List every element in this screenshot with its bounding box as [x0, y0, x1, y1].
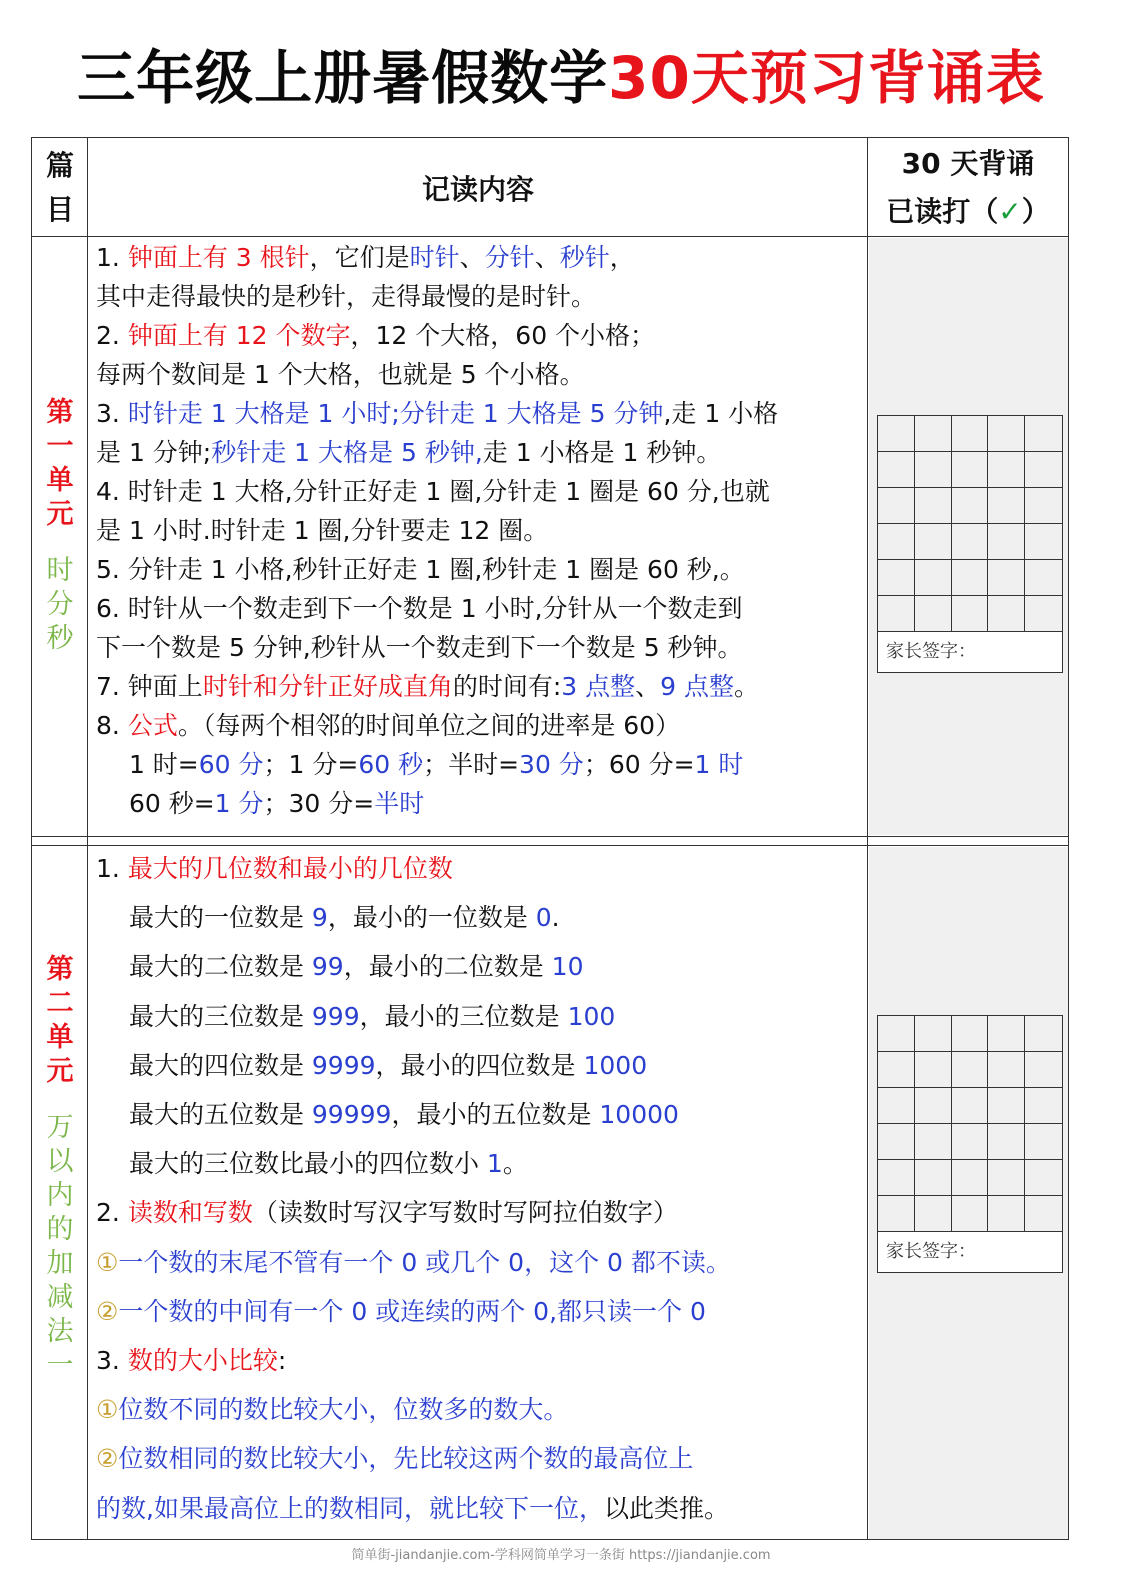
topic-label-char: 秒 [46, 623, 74, 654]
section-divider-a [32, 836, 1068, 837]
body-text: 2. [96, 1198, 128, 1228]
highlight-blue-text: 一个数的中间有一个 0 或连续的两个 0,都只读一个 0 [118, 1296, 706, 1326]
content-line [96, 433, 866, 472]
content-line [96, 1090, 866, 1139]
topic-label-char: 减 [46, 1282, 74, 1313]
body-text: 每两个数间是 1 个大格，也就是 5 个小格。 [96, 360, 585, 389]
highlight-blue-text: 999 [311, 1001, 360, 1031]
footer-watermark: 简单街-jiandanjie.com-学科网简单学习一条街 https://jiandanjie.com [351, 1548, 771, 1563]
body-text: 是 1 分钟; [96, 438, 212, 467]
highlight-blue-text: 1000 [583, 1050, 648, 1080]
content-line [96, 844, 866, 893]
body-text: 其中走得最快的是秒针，走得最慢的是时针。 [96, 282, 597, 311]
check-grid-cells[interactable] [878, 1016, 1062, 1232]
unit-label-char: 单 [46, 465, 74, 496]
topic-label-char: 时 [46, 555, 74, 586]
topic-label-char: 分 [46, 589, 74, 620]
unit-label-char: 元 [46, 499, 74, 530]
body-text: ，最小的一位数是 [327, 903, 536, 933]
highlight-blue-text: 一个数的末尾不管有一个 0 或几个 0，这个 0 都不读。 [118, 1247, 731, 1277]
highlight-blue-text: 位数相同的数比较大小，先比较这两个数的最高位上 [118, 1444, 694, 1474]
body-text: 下一个数是 5 分钟,秒针从一个数走到下一个数是 5 秒钟。 [96, 633, 743, 662]
highlight-blue-text: 分针 [484, 243, 535, 272]
content-line [96, 277, 866, 316]
unit-label-char: 单 [46, 1022, 74, 1053]
content-line [96, 667, 866, 706]
body-text: 的时间有: [452, 672, 562, 701]
body-text: ；30 分= [263, 789, 375, 818]
body-text: ；60 分= [583, 750, 695, 779]
highlight-blue-text: 30 分 [519, 750, 584, 779]
unit-label-char: 一 [46, 431, 74, 462]
content-line [96, 1385, 866, 1434]
content-line [96, 628, 866, 667]
highlight-blue-text: 10 [551, 952, 584, 982]
content-line [96, 893, 866, 942]
body-text: 走 1 小格是 1 秒钟。 [482, 438, 722, 467]
body-text: ，12 个大格，60 个小格； [350, 321, 656, 350]
body-text: 60 秒= [96, 789, 215, 818]
highlight-blue-text: 60 分 [198, 750, 264, 779]
parent-signature-field[interactable]: 家长签字： [878, 632, 1062, 672]
section-2-unit-label [32, 953, 88, 1383]
topic-label-char: 一 [46, 1350, 74, 1381]
body-text: ；半时= [423, 750, 520, 779]
body-text: 2. [96, 321, 128, 350]
body-text: 。 [502, 1149, 528, 1179]
body-text: 最大的三位数比最小的四位数小 [96, 1149, 487, 1179]
body-text: ，最小的二位数是 [343, 952, 552, 982]
body-text: ,走 1 小格 [663, 399, 779, 428]
section-1-check-cell [869, 238, 1068, 835]
content-line [96, 394, 866, 433]
title-red-part: 30天预习背诵表 [608, 44, 1045, 112]
body-text: 1 时= [96, 750, 199, 779]
body-text: 、 [635, 672, 661, 701]
content-line [96, 355, 866, 394]
section-2-content [96, 844, 866, 1533]
content-line [96, 1434, 866, 1483]
body-text: ， [609, 243, 635, 272]
parent-signature-field[interactable]: 家长签字： [878, 1232, 1062, 1272]
body-text: 8. [96, 711, 128, 740]
body-text: 最大的五位数是 [96, 1100, 312, 1130]
body-text: . [551, 903, 560, 933]
highlight-blue-text: 1 分 [214, 789, 264, 818]
unit-label-char: 二 [46, 988, 74, 1019]
body-text: 最大的一位数是 [96, 903, 312, 933]
unit-label-char: 第 [46, 397, 74, 428]
highlight-blue-text: 0 [535, 903, 552, 933]
body-text: 5. 分针走 1 小格,秒针正好走 1 圈,秒针走 1 圈是 60 秒,。 [96, 555, 745, 584]
topic-label-char: 加 [46, 1248, 74, 1279]
body-text: ，最小的五位数是 [391, 1100, 600, 1130]
header-check-prefix: 已读打（ [886, 194, 999, 228]
body-text: 1. [96, 854, 128, 883]
highlight-blue-text: 时针 [409, 243, 460, 272]
body-text: ，最小的四位数是 [375, 1050, 584, 1080]
content-line [96, 316, 866, 355]
body-text: 3. [96, 1346, 128, 1376]
study-table [31, 137, 1069, 1540]
highlight-blue-text: 9999 [311, 1050, 376, 1080]
body-text: 、 [459, 243, 485, 272]
highlight-red-text: 数的大小比较 [127, 1346, 278, 1376]
highlight-blue-text: 1 [486, 1149, 503, 1179]
header-section-col [32, 138, 88, 237]
body-text: 3. [96, 399, 128, 428]
section-2-check-cell [869, 847, 1068, 1539]
highlight-blue-text: 10000 [599, 1100, 679, 1130]
highlight-blue-text: 99 [311, 952, 344, 982]
content-line [96, 511, 866, 550]
body-text: 最大的四位数是 [96, 1050, 312, 1080]
highlight-blue-text: 3 点整 [561, 672, 636, 701]
body-text: 。（每两个相邻的时间单位之间的进率是 60） [177, 711, 681, 740]
highlight-blue-text: 1 时 [694, 750, 744, 779]
header-check-suffix: ） [1021, 194, 1050, 228]
circled-number: ① [96, 1247, 119, 1277]
body-text: 7. 钟面上 [96, 672, 203, 701]
highlight-blue-text: 的数,如果最高位上的数相同，就比较下一位， [96, 1493, 604, 1523]
header-check-col [868, 138, 1068, 237]
highlight-red-text: 钟面上有 3 根针 [127, 243, 310, 272]
circled-number: ② [96, 1296, 119, 1326]
section-2-check-grid[interactable] [877, 1015, 1063, 1273]
content-line [96, 550, 866, 589]
content-line [96, 472, 866, 511]
highlight-blue-text: 秒针 [559, 243, 610, 272]
body-text: 4. 时针走 1 大格,分针正好走 1 圈,分针走 1 圈是 60 分,也就 [96, 477, 770, 506]
content-line [96, 1139, 866, 1188]
content-line [96, 1188, 866, 1237]
checkmark-icon: ✓ [998, 194, 1022, 228]
body-text: ，它们是 [309, 243, 410, 272]
header-content-label: 记读内容 [421, 172, 534, 206]
content-line [96, 1238, 866, 1287]
body-text: （读数时写汉字写数时写阿拉伯数字） [252, 1198, 678, 1228]
body-text: 最大的二位数是 [96, 952, 312, 982]
header-check-line1: 30 天背诵 [901, 146, 1035, 180]
content-line [96, 238, 866, 277]
content-line [96, 992, 866, 1041]
body-text: 最大的三位数是 [96, 1001, 312, 1031]
topic-label-char: 万 [46, 1112, 74, 1143]
content-line [96, 942, 866, 991]
title-black-part: 三年级上册暑假数学 [77, 44, 609, 112]
highlight-blue-text: 100 [567, 1001, 616, 1031]
body-text: ；1 分= [263, 750, 359, 779]
topic-label-char: 以 [46, 1146, 74, 1177]
highlight-red-text: 读数和写数 [127, 1198, 253, 1228]
highlight-blue-text: 秒针走 1 大格是 5 秒钟, [211, 438, 483, 467]
header-check-line2 [886, 188, 1050, 236]
unit-label-char: 元 [46, 1056, 74, 1087]
topic-label-char: 法 [46, 1316, 74, 1347]
highlight-blue-text: 9 [311, 903, 328, 933]
circled-number: ① [96, 1395, 119, 1425]
highlight-red-text: 公式 [127, 711, 178, 740]
content-line [96, 589, 866, 628]
page-title [0, 38, 1122, 118]
header-char: 篇 [45, 148, 74, 182]
topic-label-char: 的 [46, 1214, 74, 1245]
topic-label-char: 内 [46, 1180, 74, 1211]
section-1-content [96, 238, 866, 823]
body-text: ，最小的三位数是 [359, 1001, 568, 1031]
section-1-check-grid[interactable] [877, 415, 1063, 673]
highlight-blue-text: 99999 [311, 1100, 392, 1130]
header-content-col [88, 138, 868, 237]
content-line [96, 706, 866, 745]
content-line [96, 1287, 866, 1336]
content-line [96, 1336, 866, 1385]
body-text: : [277, 1346, 287, 1376]
unit-label-char: 第 [46, 954, 74, 985]
highlight-red-text: 钟面上有 12 个数字 [127, 321, 351, 350]
highlight-blue-text: 9 点整 [660, 672, 734, 701]
body-text: 以此类推。 [603, 1493, 729, 1523]
highlight-blue-text: 半时 [374, 789, 425, 818]
body-text: 。 [734, 672, 760, 701]
content-line [96, 1484, 866, 1533]
check-grid-cells[interactable] [878, 416, 1062, 632]
highlight-blue-text: 60 秒 [358, 750, 424, 779]
body-text: 6. 时针从一个数走到下一个数是 1 小时,分针从一个数走到 [96, 594, 743, 623]
content-line [96, 745, 866, 784]
body-text: 是 1 小时.时针走 1 圈,分针要走 12 圈。 [96, 516, 549, 545]
body-text: 1. [96, 243, 128, 272]
col-divider-2 [867, 138, 868, 1539]
highlight-red-text: 最大的几位数和最小的几位数 [127, 854, 453, 883]
header-char: 目 [45, 192, 74, 226]
highlight-blue-text: 时针走 1 大格是 1 小时;分针走 1 大格是 5 分钟 [127, 399, 664, 428]
content-line [96, 1041, 866, 1090]
content-line [96, 784, 866, 823]
body-text: 、 [534, 243, 560, 272]
highlight-red-text: 时针和分针正好成直角 [202, 672, 453, 701]
section-1-unit-label [32, 396, 88, 656]
highlight-blue-text: 位数不同的数比较大小，位数多的数大。 [118, 1395, 569, 1425]
circled-number: ② [96, 1444, 119, 1474]
